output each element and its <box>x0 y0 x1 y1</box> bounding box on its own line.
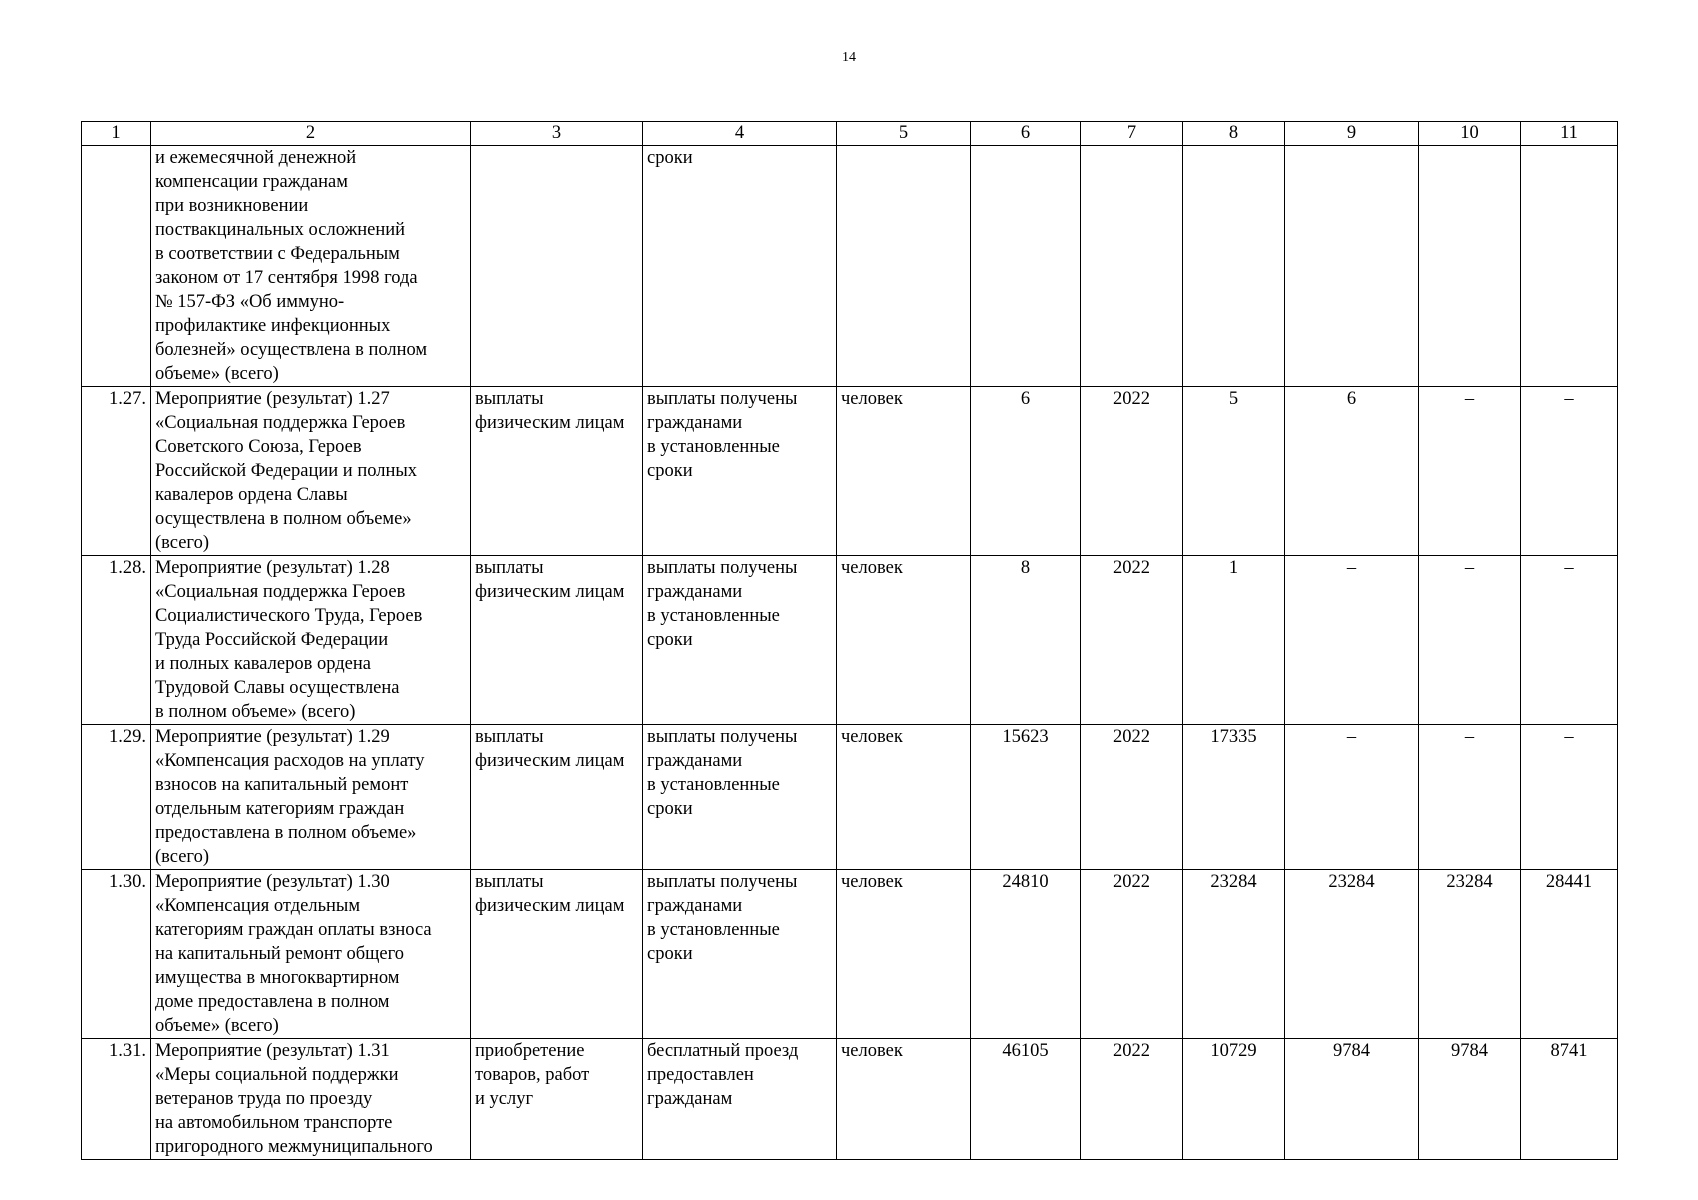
table-row <box>82 870 1618 1039</box>
measure-type-line: выплаты <box>475 727 544 747</box>
table-row <box>82 556 1618 725</box>
measure-name-line: Мероприятие (результат) 1.27 <box>155 389 390 409</box>
measure-result-line: предоставлен <box>647 1065 754 1085</box>
measure-name-line: и ежемесячной денежной <box>155 148 357 168</box>
table-row <box>82 1039 1618 1160</box>
value-col-8: 10729 <box>1183 1039 1285 1160</box>
row-number <box>82 146 151 387</box>
measure-name-line: поствакцинальных осложнений <box>155 220 406 240</box>
measure-name-line: Мероприятие (результат) 1.30 <box>155 872 390 892</box>
measure-result-line: сроки <box>647 461 693 481</box>
value-col-11: – <box>1521 725 1618 870</box>
measure-name-line: (всего) <box>155 847 209 867</box>
measures-table <box>81 121 1618 1160</box>
col-header: 7 <box>1081 122 1183 146</box>
measure-name <box>151 387 471 556</box>
col-header: 9 <box>1285 122 1419 146</box>
measure-type <box>471 556 643 725</box>
value-col-10: – <box>1419 556 1521 725</box>
measure-result-line: в установленные <box>647 437 780 457</box>
measure-name-line: доме предоставлена в полном <box>155 992 390 1012</box>
measure-name-line: при возникновении <box>155 196 309 216</box>
value-col-10 <box>1419 146 1521 387</box>
measure-name-line: категориям граждан оплаты взноса <box>155 920 432 940</box>
measure-type-line: приобретение <box>475 1041 585 1061</box>
col-header: 3 <box>471 122 643 146</box>
col-header: 11 <box>1521 122 1618 146</box>
measure-result-line: сроки <box>647 148 693 168</box>
col-header: 6 <box>971 122 1081 146</box>
measure-name-line: объеме» (всего) <box>155 364 279 384</box>
measure-result-line: гражданами <box>647 582 743 602</box>
measure-type-line: физическим лицам <box>475 896 625 916</box>
measure-name-line: «Социальная поддержка Героев <box>155 582 406 602</box>
value-col-11 <box>1521 146 1618 387</box>
measure-name-line: пригородного межмуниципального <box>155 1137 433 1157</box>
header-row <box>82 122 1618 146</box>
value-col-8: 5 <box>1183 387 1285 556</box>
measure-name-line: Социалистического Труда, Героев <box>155 606 423 626</box>
measure-result-line: сроки <box>647 944 693 964</box>
measure-name-line: «Социальная поддержка Героев <box>155 413 406 433</box>
row-number: 1.30. <box>82 870 151 1039</box>
measure-name-line: ветеранов труда по проезду <box>155 1089 373 1109</box>
measure-name-line: кавалеров ордена Славы <box>155 485 348 505</box>
measure-name <box>151 1039 471 1160</box>
measure-type-line: физическим лицам <box>475 413 625 433</box>
measure-name-line: Российской Федерации и полных <box>155 461 418 481</box>
base-year: 2022 <box>1081 556 1183 725</box>
col-header: 1 <box>82 122 151 146</box>
col-header: 5 <box>837 122 971 146</box>
row-number: 1.29. <box>82 725 151 870</box>
measure-type-line: товаров, работ <box>475 1065 590 1085</box>
unit: человек <box>837 870 971 1039</box>
measure-result-line: в установленные <box>647 606 780 626</box>
value-col-11: 28441 <box>1521 870 1618 1039</box>
measure-name-line: (всего) <box>155 533 209 553</box>
row-number: 1.28. <box>82 556 151 725</box>
value-col-11: 8741 <box>1521 1039 1618 1160</box>
measure-name-line: № 157-ФЗ «Об иммуно- <box>155 292 345 312</box>
value-col-8: 23284 <box>1183 870 1285 1039</box>
measure-result <box>643 870 837 1039</box>
measure-type-line: и услуг <box>475 1089 534 1109</box>
base-year: 2022 <box>1081 1039 1183 1160</box>
measure-name-line: предоставлена в полном объеме» <box>155 823 417 843</box>
measure-result-line: сроки <box>647 630 693 650</box>
table-row <box>82 146 1618 387</box>
measure-name-line: объеме» (всего) <box>155 1016 279 1036</box>
base-year <box>1081 146 1183 387</box>
value-col-8 <box>1183 146 1285 387</box>
measure-type-line: физическим лицам <box>475 751 625 771</box>
measure-type <box>471 387 643 556</box>
measure-result <box>643 556 837 725</box>
measure-name-line: взносов на капитальный ремонт <box>155 775 409 795</box>
measure-result-line: выплаты получены <box>647 389 798 409</box>
measure-result-line: гражданам <box>647 1089 733 1109</box>
base-value: 46105 <box>971 1039 1081 1160</box>
col-header: 8 <box>1183 122 1285 146</box>
measure-result-line: сроки <box>647 799 693 819</box>
measure-name-line: «Меры социальной поддержки <box>155 1065 399 1085</box>
measure-result-line: гражданами <box>647 751 743 771</box>
unit: человек <box>837 387 971 556</box>
measure-type-line: выплаты <box>475 389 544 409</box>
value-col-8: 1 <box>1183 556 1285 725</box>
measure-name-line: «Компенсация отдельным <box>155 896 361 916</box>
measure-name-line: отдельным категориям граждан <box>155 799 405 819</box>
measure-type <box>471 725 643 870</box>
measure-result-line: выплаты получены <box>647 727 798 747</box>
value-col-9: 6 <box>1285 387 1419 556</box>
row-number: 1.31. <box>82 1039 151 1160</box>
value-col-10: – <box>1419 387 1521 556</box>
measure-type <box>471 1039 643 1160</box>
measure-result-line: выплаты получены <box>647 872 798 892</box>
page-number: 14 <box>842 50 856 65</box>
value-col-9: – <box>1285 725 1419 870</box>
measure-name-line: Советского Союза, Героев <box>155 437 362 457</box>
value-col-11: – <box>1521 387 1618 556</box>
col-header: 2 <box>151 122 471 146</box>
measure-name-line: «Компенсация расходов на уплату <box>155 751 425 771</box>
measure-name-line: имущества в многоквартирном <box>155 968 400 988</box>
base-value: 8 <box>971 556 1081 725</box>
col-header: 4 <box>643 122 837 146</box>
measure-name-line: на капитальный ремонт общего <box>155 944 404 964</box>
measure-name-line: компенсации гражданам <box>155 172 348 192</box>
measure-name-line: в соответствии с Федеральным <box>155 244 400 264</box>
measure-result-line: в установленные <box>647 920 780 940</box>
value-col-10: 9784 <box>1419 1039 1521 1160</box>
value-col-9 <box>1285 146 1419 387</box>
unit <box>837 146 971 387</box>
unit: человек <box>837 1039 971 1160</box>
base-value <box>971 146 1081 387</box>
base-year: 2022 <box>1081 387 1183 556</box>
measure-name-line: в полном объеме» (всего) <box>155 702 356 722</box>
measure-name <box>151 870 471 1039</box>
measure-result <box>643 1039 837 1160</box>
value-col-11: – <box>1521 556 1618 725</box>
base-value: 6 <box>971 387 1081 556</box>
measure-name-line: болезней» осуществлена в полном <box>155 340 428 360</box>
base-value: 24810 <box>971 870 1081 1039</box>
measure-name-line: законом от 17 сентября 1998 года <box>155 268 418 288</box>
measure-name-line: Мероприятие (результат) 1.31 <box>155 1041 390 1061</box>
measure-name-line: Труда Российской Федерации <box>155 630 389 650</box>
base-year: 2022 <box>1081 725 1183 870</box>
value-col-9: 9784 <box>1285 1039 1419 1160</box>
measure-result <box>643 387 837 556</box>
measure-name <box>151 146 471 387</box>
unit: человек <box>837 556 971 725</box>
measure-name-line: профилактике инфекционных <box>155 316 391 336</box>
measure-result-line: выплаты получены <box>647 558 798 578</box>
measure-name-line: Мероприятие (результат) 1.29 <box>155 727 390 747</box>
measure-name-line: Мероприятие (результат) 1.28 <box>155 558 390 578</box>
measure-result <box>643 146 837 387</box>
base-year: 2022 <box>1081 870 1183 1039</box>
measure-type-line: выплаты <box>475 558 544 578</box>
value-col-10: 23284 <box>1419 870 1521 1039</box>
measure-name-line: Трудовой Славы осуществлена <box>155 678 400 698</box>
measure-result-line: в установленные <box>647 775 780 795</box>
value-col-8: 17335 <box>1183 725 1285 870</box>
measure-name-line: и полных кавалеров ордена <box>155 654 371 674</box>
measure-type-line: выплаты <box>475 872 544 892</box>
measure-result-line: гражданами <box>647 896 743 916</box>
measure-type-line: физическим лицам <box>475 582 625 602</box>
row-number: 1.27. <box>82 387 151 556</box>
table-row <box>82 387 1618 556</box>
value-col-9: – <box>1285 556 1419 725</box>
base-value: 15623 <box>971 725 1081 870</box>
col-header: 10 <box>1419 122 1521 146</box>
measure-type <box>471 870 643 1039</box>
measure-type <box>471 146 643 387</box>
table-body <box>82 146 1618 1160</box>
unit: человек <box>837 725 971 870</box>
measure-result <box>643 725 837 870</box>
measure-name <box>151 725 471 870</box>
measure-name-line: осуществлена в полном объеме» <box>155 509 412 529</box>
value-col-9: 23284 <box>1285 870 1419 1039</box>
measure-name <box>151 556 471 725</box>
value-col-10: – <box>1419 725 1521 870</box>
measure-result-line: гражданами <box>647 413 743 433</box>
measure-name-line: на автомобильном транспорте <box>155 1113 393 1133</box>
measure-result-line: бесплатный проезд <box>647 1041 799 1061</box>
table-row <box>82 725 1618 870</box>
